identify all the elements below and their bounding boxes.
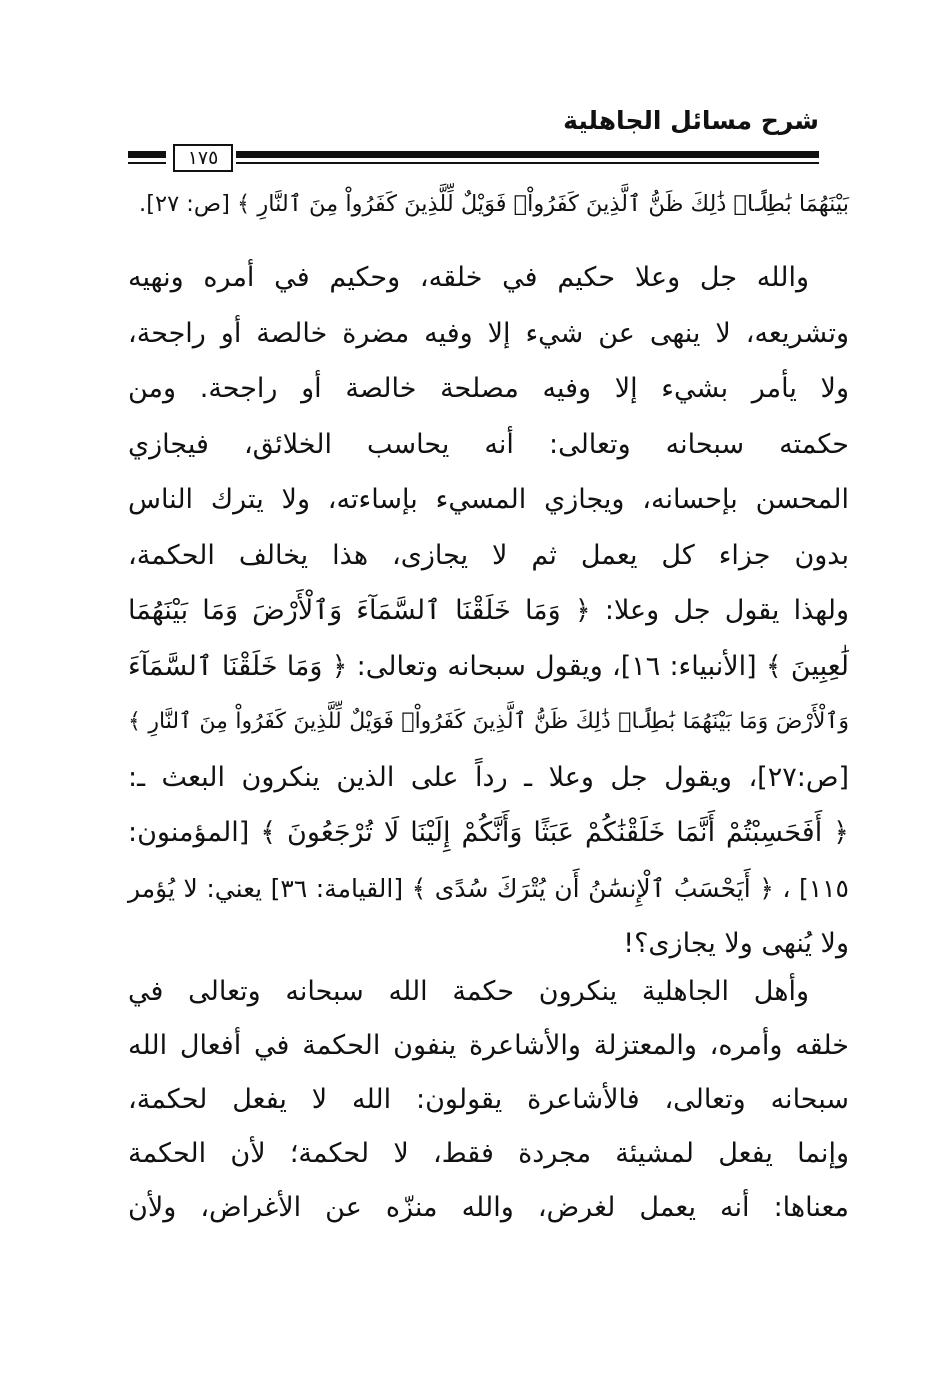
paragraph-1-line-13: ولا يُنهى ولا يجازى؟! <box>623 928 849 959</box>
paragraph-1-line-10: [ص:٢٧]، ويقول جل وعلا ـ رداً على الذين ينكرون البعث ـ: <box>128 761 849 793</box>
header-rule-left-thick <box>128 151 166 158</box>
paragraph-1-line-9: وَٱلْأَرْضَ وَمَا بَيْنَهُمَا بَٰطِلًاۚ ذَٰلِكَ ظَنُّ ٱلَّذِينَ كَفَرُواْۚ فَوَيْلٌ لِّلَّذِينَ كَفَرُواْ مِنَ ٱلنَّارِ ﴾ <box>128 709 849 734</box>
paragraph-2 <box>128 965 849 1235</box>
paragraph-1-line-3: ولا يأمر بشيء إلا وفيه مصلحة خالصة أو راجحة. ومن <box>128 373 849 404</box>
paragraph-2-line-2: خلقه وأمره، والمعتزلة والأشاعرة ينفون الحكمة في أفعال الله <box>128 1030 849 1061</box>
header-rule-right-thick <box>236 151 819 158</box>
paragraph-1-line-1: والله جل وعلا حكيم في خلقه، وحكيم في أمره ونهيه <box>128 262 809 293</box>
header-rule <box>128 144 819 170</box>
paragraph-1-line-7: ولهذا يقول جل وعلا: ﴿ وَمَا خَلَقْنَا ٱلسَّمَآءَ وَٱلْأَرْضَ وَمَا بَيْنَهُمَا <box>128 595 849 626</box>
running-title: شرح مسائل الجاهلية <box>563 106 819 135</box>
header-rule-left-thin <box>128 162 166 164</box>
paragraph-1-line-8: لَٰعِبِينَ ﴾ [الأنبياء: ١٦]، ويقول سبحانه وتعالى: ﴿ وَمَا خَلَقْنَا ٱلسَّمَآءَ <box>128 650 850 682</box>
top-verse-line: بَيْنَهُمَا بَٰطِلًاۚ ذَٰلِكَ ظَنُّ ٱلَّذِينَ كَفَرُواْۚ فَوَيْلٌ لِّلَّذِينَ كَفَرُواْ مِنَ ٱلنَّارِ ﴾ [ص: ٢٧]. <box>139 191 849 217</box>
paragraph-1-line-11: ﴿ أَفَحَسِبْتُمْ أَنَّمَا خَلَقْنَٰكُمْ عَبَثًا وَأَنَّكُمْ إِلَيْنَا لَا تُرْجَعُونَ ﴾ [المؤمنون: <box>128 817 849 848</box>
paragraph-1-line-6: بدون جزاء كل يعمل ثم لا يجازى، هذا يخالف الحكمة، <box>128 539 849 571</box>
paragraph-2-line-3: سبحانه وتعالى، فالأشاعرة يقولون: الله لا يفعل لحكمة، <box>128 1084 849 1115</box>
paragraph-1-line-12: ١١٥] ، ﴿ أَيَحْسَبُ ٱلْإِنسَٰنُ أَن يُتْرَكَ سُدًى ﴾ [القيامة: ٣٦] يعني: لا يُؤمر <box>128 873 849 903</box>
paragraph-2-line-5: معناها: أنه يعمل لغرض، والله منزّه عن الأغراض، ولأن <box>128 1192 849 1223</box>
paragraph-1 <box>128 250 849 972</box>
paragraph-1-line-2: وتشريعه، لا ينهى عن شيء إلا وفيه مضرة خالصة أو راجحة، <box>128 317 849 349</box>
top-verse-block <box>128 180 849 228</box>
header-rule-right-thin <box>236 162 819 164</box>
paragraph-1-line-4: حكمته سبحانه وتعالى: أنه يحاسب الخلائق، فيجازي <box>128 428 849 460</box>
paragraph-1-line-5: المحسن بإحسانه، ويجازي المسيء بإساءته، ولا يترك الناس <box>128 484 849 515</box>
paragraph-2-line-1: وأهل الجاهلية ينكرون حكمة الله سبحانه وتعالى في <box>128 976 809 1007</box>
paragraph-2-line-4: وإنما يفعل لمشيئة مجردة فقط، لا لحكمة؛ لأن الحكمة <box>128 1138 849 1169</box>
page-number: ١٧٥ <box>173 144 233 172</box>
